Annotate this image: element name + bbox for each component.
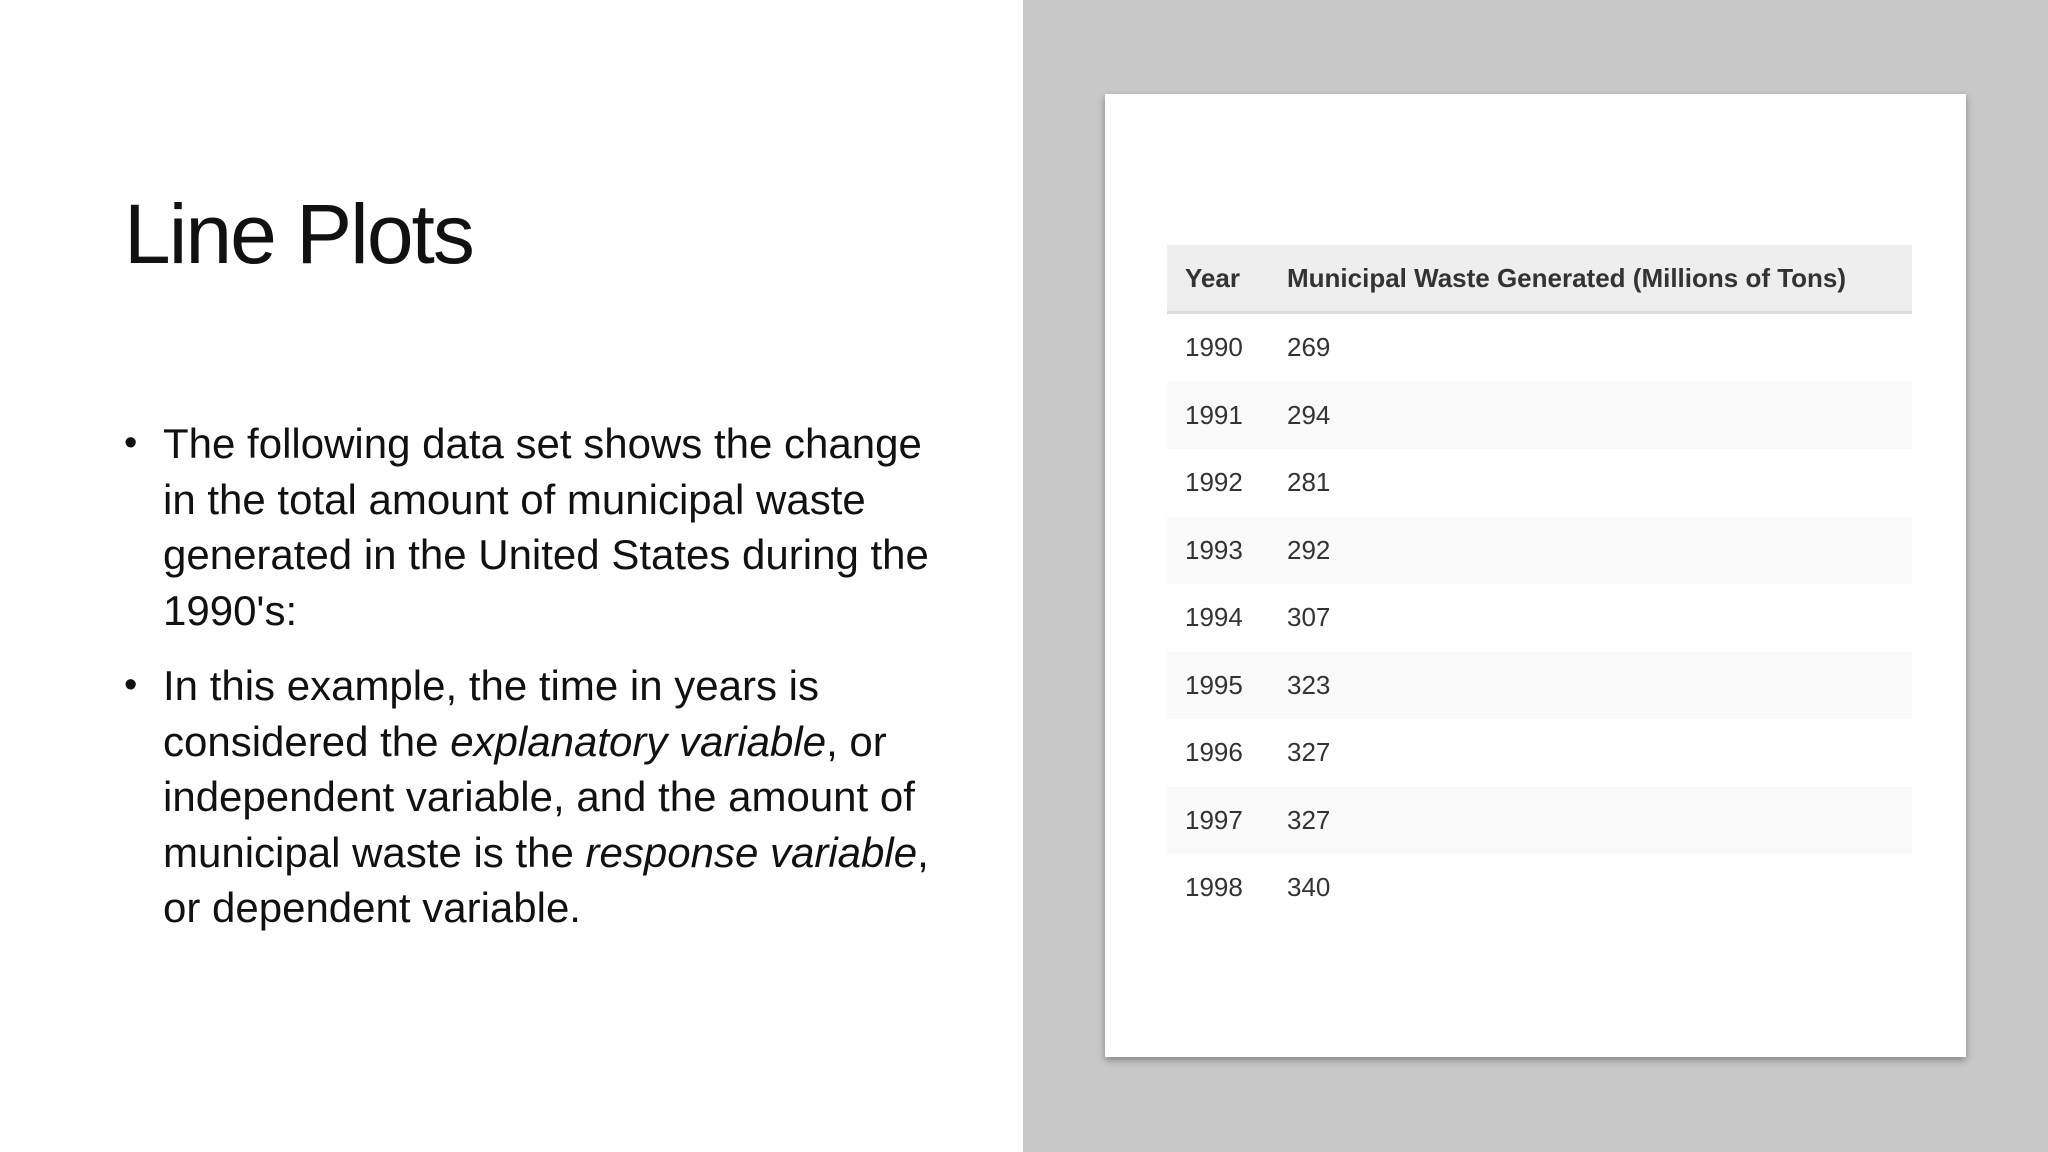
table-row — [1167, 719, 1912, 787]
table-row — [1167, 382, 1912, 450]
bullet-dot-icon: • — [124, 422, 138, 464]
table-cell-year: 1990 — [1185, 332, 1243, 363]
table-cell-waste: 327 — [1287, 737, 1331, 768]
bullet-dot-icon: • — [124, 664, 138, 706]
table-row — [1167, 787, 1912, 855]
table-cell-year: 1991 — [1167, 382, 1269, 450]
bullet-item — [124, 658, 944, 936]
table-header-waste: Municipal Waste Generated (Millions of Tons) — [1269, 245, 1912, 313]
bullet-italic-term: response variable — [585, 828, 918, 876]
table-row — [1167, 313, 1912, 382]
slide-text-pane — [0, 0, 1023, 1152]
table-row — [1167, 854, 1912, 922]
table-cell-waste: 281 — [1287, 467, 1331, 498]
bullet-list — [124, 416, 944, 956]
table-cell-waste: 292 — [1269, 517, 1912, 585]
bullet-italic-term: explanatory variable — [450, 717, 827, 765]
table-row — [1167, 584, 1912, 652]
table-header-row — [1167, 245, 1912, 313]
bullet-text: The following data set shows the change in the total amount of municipal waste generated in the United States during the 1990's: — [163, 420, 929, 634]
table-cell-year: 1993 — [1167, 517, 1269, 585]
table-row — [1167, 449, 1912, 517]
table-cell-year: 1995 — [1167, 652, 1269, 720]
table-row — [1167, 517, 1912, 585]
table-cell-year: 1997 — [1167, 787, 1269, 855]
table-cell-year: 1996 — [1185, 737, 1243, 768]
table-cell-waste: 269 — [1287, 332, 1331, 363]
table-cell-year: 1992 — [1185, 467, 1243, 498]
table-header-year: Year — [1167, 245, 1269, 313]
bullet-text: , or independent variable, and the amount of municipal waste is the — [163, 717, 915, 876]
table-cell-waste: 327 — [1269, 787, 1912, 855]
table-cell-waste: 340 — [1287, 872, 1331, 903]
bullet-text: In this example, the time in years is considered the — [163, 662, 819, 765]
table-cell-waste: 323 — [1269, 652, 1912, 720]
table-image-card — [1105, 94, 1966, 1057]
slide-title: Line Plots — [124, 187, 473, 281]
bullet-text: , or dependent variable. — [163, 828, 929, 931]
table-body — [1167, 313, 1912, 922]
table-cell-year: 1998 — [1185, 872, 1243, 903]
table-cell-waste: 294 — [1269, 382, 1912, 450]
table-cell-year: 1994 — [1185, 602, 1243, 633]
table-cell-waste: 307 — [1287, 602, 1331, 633]
table-row — [1167, 652, 1912, 720]
bullet-item — [124, 416, 944, 638]
municipal-waste-table — [1167, 245, 1912, 922]
